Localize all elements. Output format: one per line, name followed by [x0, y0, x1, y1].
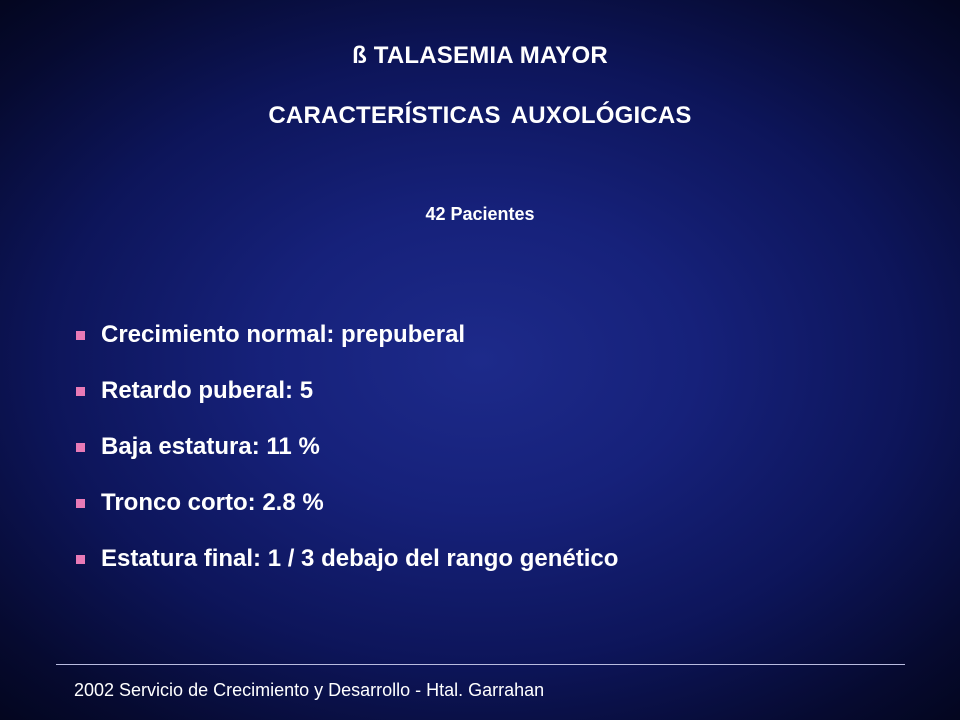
bullet-text: Tronco corto: 2.8 % — [101, 489, 324, 516]
bullet-item — [76, 363, 618, 419]
bullet-square-icon — [76, 443, 85, 452]
bullet-text: Baja estatura: 11 % — [101, 433, 320, 460]
bullet-text: Estatura final: 1 / 3 debajo del rango genético — [101, 545, 619, 572]
footer-divider — [56, 664, 905, 665]
bullet-list — [76, 307, 618, 587]
bullet-item — [76, 475, 618, 531]
bullet-item — [76, 531, 618, 587]
bullet-item — [76, 419, 618, 475]
bullet-item — [76, 307, 618, 363]
bullet-square-icon — [76, 555, 85, 564]
bullet-square-icon — [76, 499, 85, 508]
bullet-square-icon — [76, 331, 85, 340]
footer-text: 2002 Servicio de Crecimiento y Desarrollo - Htal. Garrahan — [74, 680, 545, 700]
bullet-square-icon — [76, 387, 85, 396]
slide-subtitle: 42 Pacientes — [425, 204, 535, 224]
bullet-text: Retardo puberal: 5 — [101, 377, 314, 404]
slide-title-line-2: CARACTERÍSTICAS AUXOLÓGICAS — [268, 102, 692, 129]
bullet-text: Crecimiento normal: prepuberal — [101, 321, 466, 348]
slide-title-line-1: ß TALASEMIA MAYOR — [352, 42, 608, 69]
